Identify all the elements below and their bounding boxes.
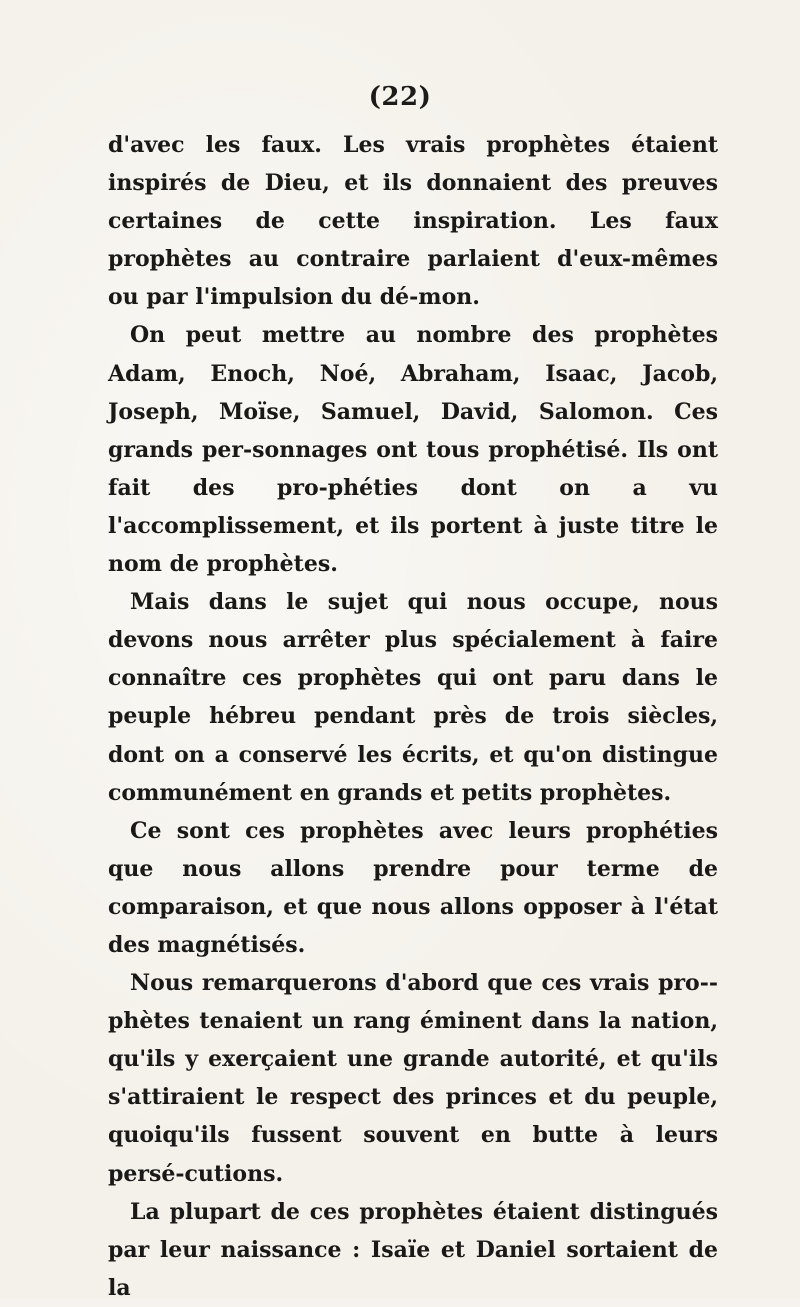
paragraph-3: Mais dans le sujet qui nous occupe, nous devons nous arrêter plus spécialement à faire connaître ces prophètes qui ont paru dans le peuple hébreu pendant près de trois siècles, dont on a conservé les écrits, et qu'on distingue communément en grands et petits prophètes. xyxy=(108,589,718,806)
body-text xyxy=(108,126,718,1307)
page-number: (22) xyxy=(368,82,432,112)
paragraph-2: On peut mettre au nombre des prophètes Adam, Enoch, Noé, Abraham, Isaac, Jacob, Joseph, Moïse, Samuel, David, Salomon. Ces grands per-sonnages ont tous prophétisé. Ils ont fait des pro-phéties dont on a vu l'accomplissement, et ils portent à juste titre le nom de prophètes. xyxy=(108,322,718,578)
paragraph-5: Nous remarquerons d'abord que ces vrais pro-phètes tenaient un rang éminent dans la nation, qu'ils y exerçaient une grande autorité, et qu'ils s'attiraient le respect des princes et du peuple, quoiqu'ils fussent souvent en butte à leurs persé-cutions. xyxy=(108,970,718,1187)
paragraph-6: La plupart de ces prophètes étaient distingués par leur naissance : Isaïe et Daniel sortaient de la xyxy=(108,1198,718,1301)
paragraph-4: Ce sont ces prophètes avec leurs prophéties que nous allons prendre pour terme de comparaison, et que nous allons opposer à l'état des magnétisés. xyxy=(108,817,718,958)
paragraph-1: d'avec les faux. Les vrais prophètes étaient inspirés de Dieu, et ils donnaient des preuves certaines de cette inspiration. Les faux prophètes au contraire parlaient d'eux-mêmes ou par l'impulsion du dé-mon. xyxy=(108,132,718,311)
